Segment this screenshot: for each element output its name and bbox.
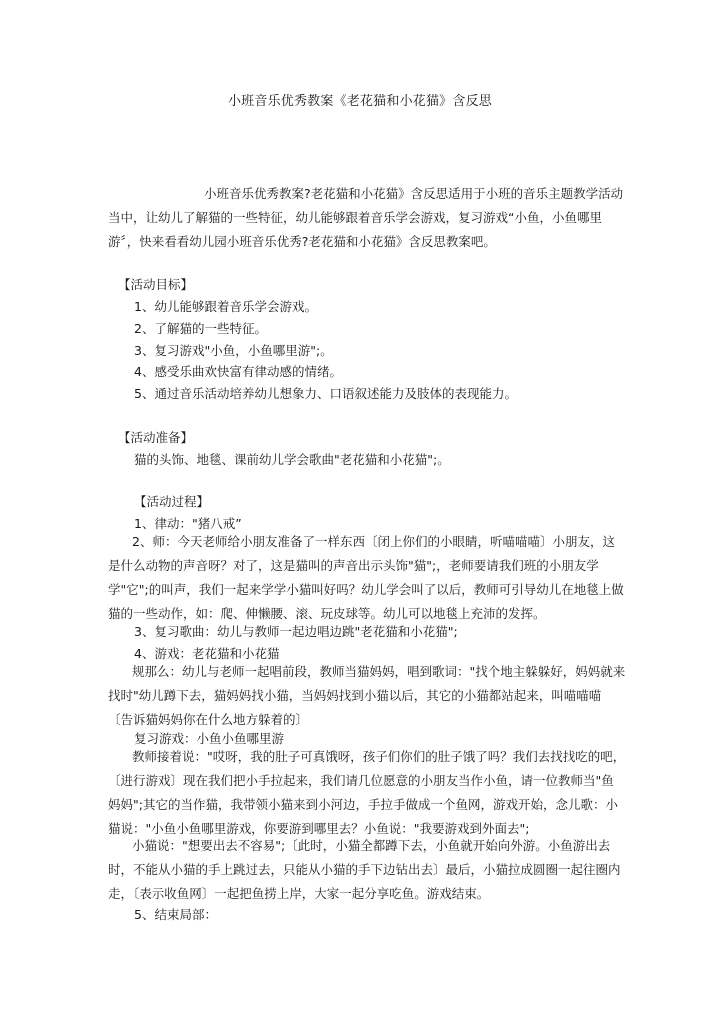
process-step-2 <box>108 530 626 626</box>
goal-item: 1、幼儿能够跟着音乐学会游戏。 <box>134 299 317 314</box>
document-title: 小班音乐优秀教案《老花猫和小花猫》含反思 <box>227 94 492 109</box>
review-game: 复习游戏：小鱼小鱼哪里游 <box>134 731 285 746</box>
cat-speech-text: 小猫说："想要出去不容易";〔此时，小猫全都蹲下去，小鱼就开始向外游。小鱼游出去时，不能从小猫的手上跳过去，只能从小猫的手下边钻出去〕最后，小猫拉成圆圈一起往圈内走，〔表示收鱼网〕一起把鱼捞上岸，大家一起分享吃鱼。游戏结束。 <box>108 838 621 901</box>
goal-item: 5、通过音乐活动培养幼儿想象力、口语叙述能力及肢体的表现能力。 <box>134 386 517 401</box>
process-step-1: 1、律动："猪八戒” <box>134 516 242 531</box>
intro-text: 小班音乐优秀教案?老花猫和小花猫》含反思适用于小班的音乐主题教学活动当中，让幼儿了解猫的一些特征，幼儿能够跟着音乐学会游戏，复习游戏“小鱼，小鱼哪里游〞，快来看看幼儿园小班音乐优秀?老花猫和小花猫》含反思教案吧。 <box>108 186 624 249</box>
process-heading: 【活动过程】 <box>134 494 210 509</box>
goal-item: 2、了解猫的一些特征。 <box>134 321 267 336</box>
intro-paragraph <box>108 182 624 254</box>
process-step-3: 3、复习歌曲：幼儿与教师一起边唱边跳"老花猫和小花猫"; <box>134 624 458 639</box>
cat-speech <box>108 834 626 906</box>
goals-heading: 【活动目标】 <box>118 277 194 292</box>
goal-item: 4、感受乐曲欢快富有律动感的情绪。 <box>134 364 342 379</box>
prep-heading: 【活动准备】 <box>118 430 194 445</box>
game-rules <box>108 660 626 732</box>
process-step-5: 5、结束局部： <box>134 907 217 922</box>
teacher-speech <box>108 745 626 841</box>
teacher-speech-text: 教师接着说："哎呀，我的肚子可真饿呀，孩子们你们的肚子饿了吗？我们去找找吃的吧，〔进行游戏〕现在我们把小手拉起来，我们请几位愿意的小朋友当作小鱼，请一位教师当"鱼妈妈";其它的当作猫，我带领小猫来到小河边，手拉手做成一个鱼网，游戏开始，念儿歌：小猫说："小鱼小鱼哪里游戏，你要游到哪里去？小鱼说："我要游戏到外面去"; <box>108 749 626 836</box>
process-step-4: 4、游戏：老花猫和小花猫 <box>134 646 280 661</box>
process-step-2-text: 2、师：今天老师给小朋友准备了一样东西〔闭上你们的小眼睛，听喵喵喵〕小朋友，这是什么动物的声音呀？对了，这是猫叫的声音出示头饰"猫";，老师要请我们班的小朋友学学"它";的叫声，我们一起来学学小猫叫好吗？幼儿学会叫了以后，教师可引导幼儿在地毯上做猫的一些动作，如：爬、伸懒腰、滚、玩皮球等。幼儿可以地毯上充沛的发挥。 <box>108 534 624 621</box>
goal-item: 3、复习游戏"小鱼，小鱼哪里游";。 <box>134 343 333 358</box>
game-rules-text: 规那么：幼儿与老师一起唱前段，教师当猫妈妈，唱到歌词："找个地主躲躲好，妈妈就来找时"幼儿蹲下去，猫妈妈找小猫，当妈妈找到小猫以后，其它的小猫都站起来，叫喵喵喵〔告诉猫妈妈你在什么地方躲着的〕 <box>108 664 626 727</box>
prep-text: 猫的头饰、地毯、课前幼儿学会歌曲"老花猫和小花猫";。 <box>134 452 450 467</box>
